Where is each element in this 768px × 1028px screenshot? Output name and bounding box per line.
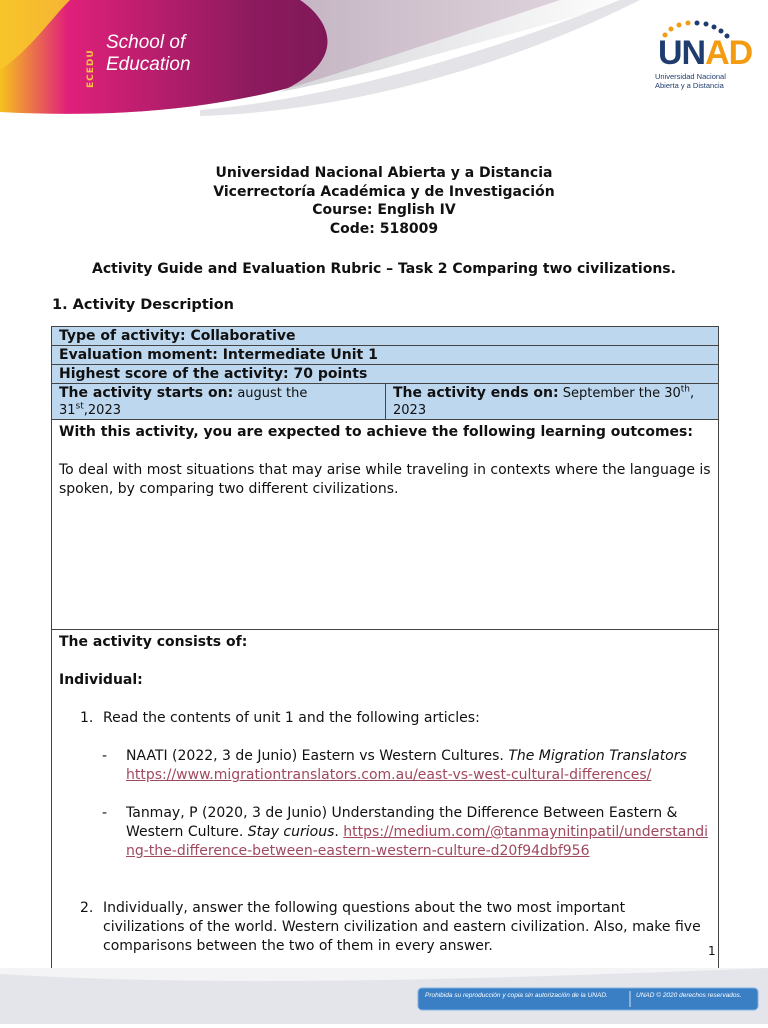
school-line-1: School of: [106, 32, 186, 53]
outcomes-heading: With this activity, you are expected to achieve the following learning outcomes:: [59, 424, 693, 440]
document-titles: [0, 164, 768, 238]
outcomes-text: To deal with most situations that may arise while traveling in contexts where the language is spoken, by comparing two different civilizations.: [59, 462, 711, 497]
title-course: Course: English IV: [312, 202, 456, 218]
score-row: Highest score of the activity: 70 points: [52, 365, 718, 384]
unad-logo: [655, 20, 755, 90]
footer-right-text: UNAD © 2020 derechos reservados.: [636, 992, 742, 999]
dates-row: [52, 384, 718, 420]
consists-cell: [52, 630, 718, 1007]
title-code: Code: 518009: [329, 220, 439, 237]
guide-title: Activity Guide and Evaluation Rubric – Task 2 Comparing two civilizations.: [92, 261, 676, 277]
moment-row: Evaluation moment: Intermediate Unit 1: [52, 346, 718, 365]
page-number: 1: [708, 944, 716, 958]
reference-1-link[interactable]: https://www.migrationtranslators.com.au/east-vs-west-cultural-differences/: [126, 767, 652, 783]
end-date-cell: The activity ends on: September the 30th, 2023: [393, 384, 695, 418]
footer-left-text: Prohibida su reproducción y copia sin autorización de la UNAD.: [425, 992, 608, 999]
unad-subtitle: Universidad Nacional Abierta y a Distancia: [655, 72, 726, 90]
list-item-1: 1. Read the contents of unit 1 and the following articles:: [80, 710, 480, 726]
individual-heading: Individual:: [59, 672, 143, 688]
school-line-2: Education: [106, 54, 191, 75]
title-university: Universidad Nacional Abierta y a Distancia: [215, 165, 553, 181]
title-vicerrectoria: Vicerrectoría Académica y de Investigación: [213, 183, 555, 200]
section-title: 1. Activity Description: [52, 297, 235, 313]
reference-2: - Tanmay, P (2020, 3 de Junio) Understanding the Difference Between Eastern & Western Culture. Stay curious. https://medium.com/@tanmaynitinpatil/understanding-the-difference-between-eastern-western-culture-d20f94dbf956: [102, 805, 708, 859]
outcomes-cell: [52, 420, 718, 630]
reference-1: - NAATI (2022, 3 de Junio) Eastern vs Western Cultures. The Migration Translators https://www.migrationtranslators.com.au/east-vs-west-cultural-differences/: [102, 748, 687, 783]
reference-2-link[interactable]: https://medium.com/@tanmaynitinpatil/understanding-the-difference-between-eastern-western-culture-d20f94dbf956: [126, 824, 708, 859]
consists-heading: The activity consists of:: [59, 634, 248, 650]
start-date-cell: The activity starts on: august the 31st,2023: [52, 384, 386, 419]
school-of-education-logo: [106, 32, 191, 76]
type-row: Type of activity: Collaborative: [52, 327, 718, 346]
activity-table: [51, 326, 719, 1008]
header-banner: [0, 0, 768, 120]
list-item-2: 2. Individually, answer the following questions about the two most important civilizations of the world. Western civilization and eastern civilization. Also, make five comparisons between the two of them in every answer.: [80, 900, 701, 954]
unad-wordmark: UNAD: [658, 34, 753, 72]
ecedu-label: ECEDU: [86, 49, 96, 88]
